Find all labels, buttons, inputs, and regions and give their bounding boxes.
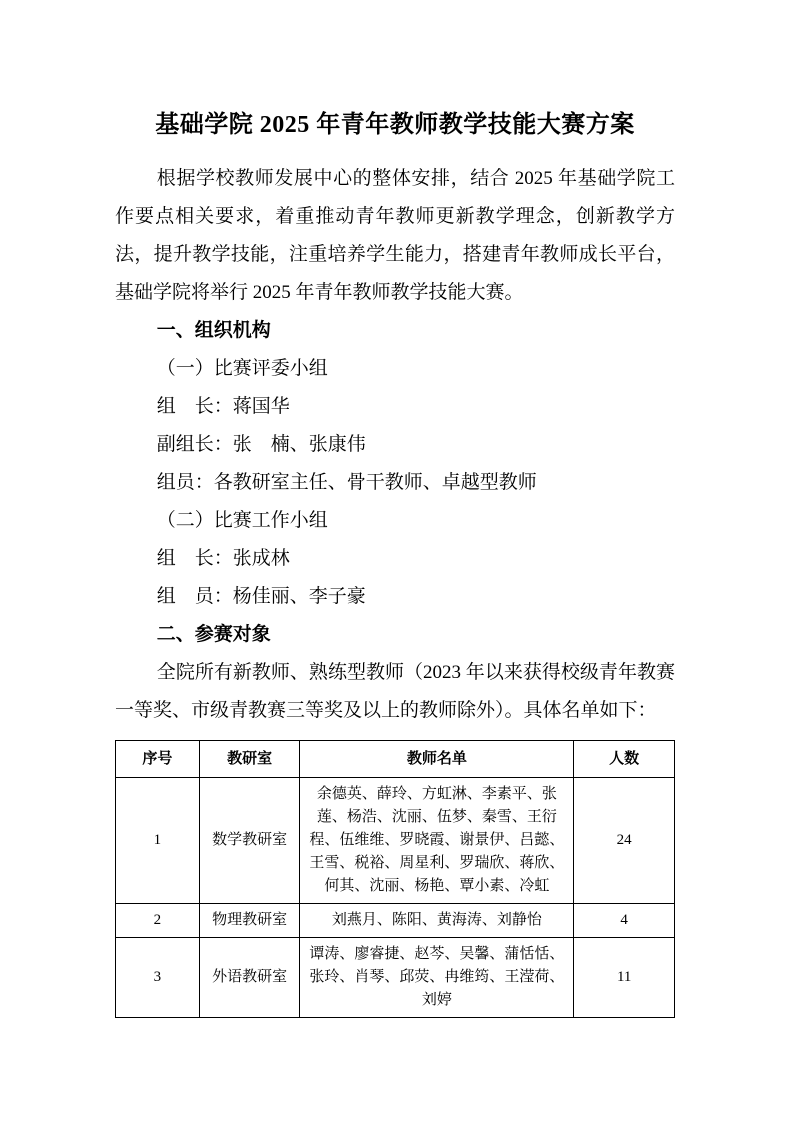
cell-count: 11 xyxy=(574,938,675,1018)
header-cell-office: 教研室 xyxy=(199,741,300,778)
org-line-work-group: （二）比赛工作小组 xyxy=(156,510,328,531)
cell-office: 数学教研室 xyxy=(199,778,300,904)
table-row xyxy=(116,778,675,904)
org-line-judge-deputy: 副组长：张 楠、张康伟 xyxy=(156,434,366,455)
roster-table xyxy=(115,740,675,1018)
intro-paragraph: 根据学校教师发展中心的整体安排，结合 2025 年基础学院工作要点相关要求，着重推动青年教师更新教学理念，创新教学方法，提升教学技能，注重培养学生能力，搭建青年教师成长平台，基础学院将举行 2025 年青年教师教学技能大赛。 xyxy=(115,168,675,303)
header-cell-names: 教师名单 xyxy=(300,741,574,778)
cell-office: 物理教研室 xyxy=(199,904,300,938)
cell-office: 外语教研室 xyxy=(199,938,300,1018)
org-line-judge-leader: 组 长：蒋国华 xyxy=(156,396,290,417)
table-header-row xyxy=(116,741,675,778)
org-line-work-leader: 组 长：张成林 xyxy=(156,548,290,569)
header-cell-index: 序号 xyxy=(116,741,200,778)
document-title: 基础学院 2025 年青年教师教学技能大赛方案 xyxy=(155,112,635,138)
cell-index: 2 xyxy=(116,904,200,938)
cell-count: 4 xyxy=(574,904,675,938)
section-heading-participants: 二、参赛对象 xyxy=(156,624,271,645)
cell-index: 3 xyxy=(116,938,200,1018)
cell-names: 余德英、薛玲、方虹淋、李素平、张莲、杨浩、沈丽、伍梦、秦雪、王衍程、伍维维、罗晓霞、谢景伊、吕懿、王雪、税裕、周星利、罗瑞欣、蒋欣、何其、沈丽、杨艳、覃小素、冷虹 xyxy=(300,778,574,904)
table-row xyxy=(116,938,675,1018)
cell-names: 刘燕月、陈阳、黄海涛、刘静怡 xyxy=(300,904,574,938)
table-row xyxy=(116,904,675,938)
cell-index: 1 xyxy=(116,778,200,904)
participants-paragraph: 全院所有新教师、熟练型教师（2023 年以来获得校级青年教赛一等奖、市级青教赛三等奖及以上的教师除外）。具体名单如下： xyxy=(115,662,675,721)
cell-names: 谭涛、廖睿捷、赵芩、吴馨、蒲恬恬、张玲、肖琴、邱荧、冉维筠、王滢荷、刘婷 xyxy=(300,938,574,1018)
header-cell-count: 人数 xyxy=(574,741,675,778)
org-line-judge-members: 组员：各教研室主任、骨干教师、卓越型教师 xyxy=(156,472,537,493)
org-line-judge-group: （一）比赛评委小组 xyxy=(156,358,328,379)
cell-count: 24 xyxy=(574,778,675,904)
org-line-work-members: 组 员：杨佳丽、李子豪 xyxy=(156,586,366,607)
section-heading-organization: 一、组织机构 xyxy=(156,320,271,341)
